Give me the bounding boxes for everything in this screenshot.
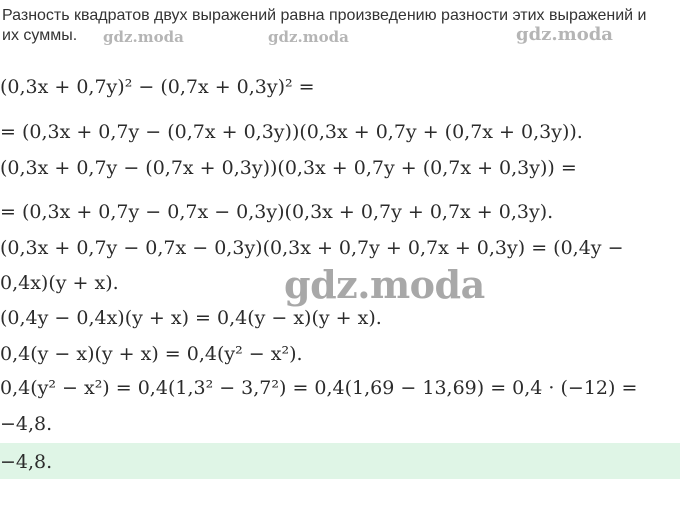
solution-line-7: (0,4y − 0,4x)(y + x) = 0,4(y − x)(y + x). <box>0 307 382 329</box>
watermark-small-1: gdz.moda <box>103 28 184 46</box>
solution-line-1: (0,3x + 0,7y)² − (0,7x + 0,3y)² = <box>0 76 315 98</box>
solution-line-3: (0,3x + 0,7y − (0,7x + 0,3y))(0,3x + 0,7y + (0,7x + 0,3y)) = <box>0 157 577 179</box>
watermark-small-3: gdz.moda <box>516 24 613 45</box>
answer-value: −4,8. <box>0 451 53 473</box>
solution-line-4: = (0,3x + 0,7y − 0,7x − 0,3y)(0,3x + 0,7y + 0,7x + 0,3y). <box>0 201 554 223</box>
solution-line-8: 0,4(y − x)(y + x) = 0,4(y² − x²). <box>0 343 303 365</box>
solution-intro: Разность квадратов двух выражений равна произведению разности этих выражений и их суммы. <box>2 7 647 44</box>
solution-line-6: 0,4x)(y + x). <box>0 272 119 294</box>
solution-line-2: = (0,3x + 0,7y − (0,7x + 0,3y))(0,3x + 0,7y + (0,7x + 0,3y)). <box>0 121 583 143</box>
answer-box <box>0 443 680 479</box>
solution-line-10: −4,8. <box>0 413 53 435</box>
solution-line-9: 0,4(y² − x²) = 0,4(1,3² − 3,7²) = 0,4(1,69 − 13,69) = 0,4 · (−12) = <box>0 377 638 399</box>
solution-line-5: (0,3x + 0,7y − 0,7x − 0,3y)(0,3x + 0,7y + 0,7x + 0,3y) = (0,4y − <box>0 237 624 259</box>
watermark-big: gdz.moda <box>284 262 485 307</box>
watermark-small-2: gdz.moda <box>268 28 349 46</box>
